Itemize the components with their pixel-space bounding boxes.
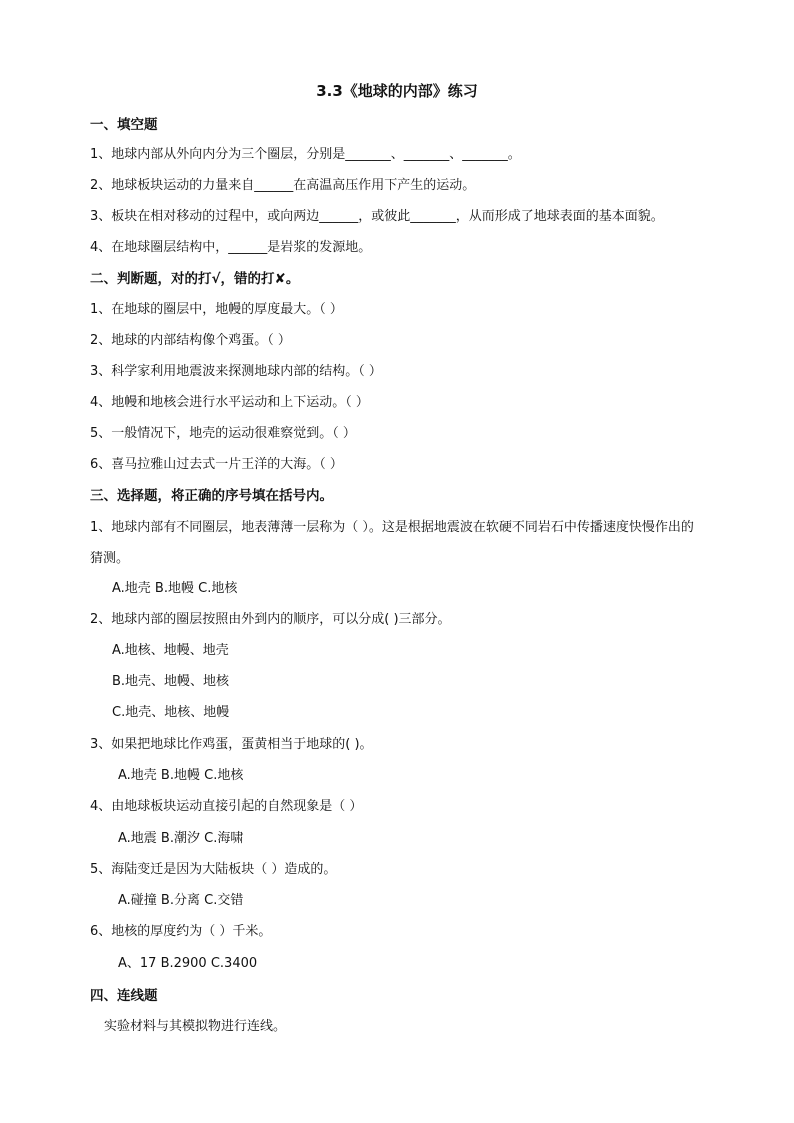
choice-question-4: 4、由地球板块运动直接引起的自然现象是（ ）	[90, 799, 363, 814]
true-false-question-4: 4、地幔和地核会进行水平运动和上下运动。（ ）	[90, 395, 369, 410]
choice-question-1-options: A.地壳 B.地幔 C.地核	[112, 581, 238, 596]
choice-question-3: 3、如果把地球比作鸡蛋，蛋黄相当于地球的( )。	[90, 737, 373, 752]
page-title: 3.3《地球的内部》练习	[316, 82, 478, 100]
fill-blank-question-4: 4、在地球圈层结构中，______是岩浆的发源地。	[90, 240, 372, 255]
true-false-question-6: 6、喜马拉雅山过去式一片王洋的大海。（ ）	[90, 457, 343, 472]
section-heading-fill-blank: 一、填空题	[90, 117, 158, 133]
choice-question-1: 1、地球内部有不同圈层，地表薄薄一层称为（ ）。这是根据地震波在软硬不同岩石中传播速度快慢作出的猜测。	[90, 520, 694, 566]
fill-blank-question-1: 1、地球内部从外向内分为三个圈层，分别是_______、_______、_______。	[90, 147, 521, 162]
choice-question-2-option-a: A.地核、地幔、地壳	[112, 643, 229, 658]
choice-question-4-options: A.地震 B.潮汐 C.海啸	[118, 831, 244, 846]
fill-blank-question-3: 3、板块在相对移动的过程中，或向两边______，或彼此_______，从而形成了地球表面的基本面貌。	[90, 209, 664, 224]
true-false-question-2: 2、地球的内部结构像个鸡蛋。（ ）	[90, 333, 291, 348]
choice-question-3-options: A.地壳 B.地幔 C.地核	[118, 768, 244, 783]
section-heading-true-false: 二、判断题，对的打√，错的打✘。	[90, 271, 300, 287]
true-false-question-1: 1、在地球的圈层中，地幔的厚度最大。（ ）	[90, 302, 343, 317]
true-false-question-5: 5、一般情况下，地壳的运动很难察觉到。（ ）	[90, 426, 356, 441]
choice-question-2-option-b: B.地壳、地幔、地核	[112, 674, 230, 689]
choice-question-6-options: A、17 B.2900 C.3400	[118, 956, 258, 971]
choice-question-2: 2、地球内部的圈层按照由外到内的顺序，可以分成( )三部分。	[90, 612, 451, 627]
choice-question-2-option-c: C.地壳、地核、地幔	[112, 705, 230, 720]
choice-question-5-options: A.碰撞 B.分离 C.交错	[118, 893, 244, 908]
true-false-question-3: 3、科学家利用地震波来探测地球内部的结构。（ ）	[90, 364, 382, 379]
matching-instructions: 实验材料与其模拟物进行连线。	[104, 1019, 287, 1034]
fill-blank-question-2: 2、地球板块运动的力量来自______在高温高压作用下产生的运动。	[90, 178, 476, 193]
section-heading-multiple-choice: 三、选择题，将正确的序号填在括号内。	[90, 488, 333, 504]
choice-question-5: 5、海陆变迁是因为大陆板块（ ）造成的。	[90, 862, 337, 877]
section-heading-matching: 四、连线题	[90, 988, 158, 1004]
choice-question-6: 6、地核的厚度约为（ ）千米。	[90, 924, 272, 939]
